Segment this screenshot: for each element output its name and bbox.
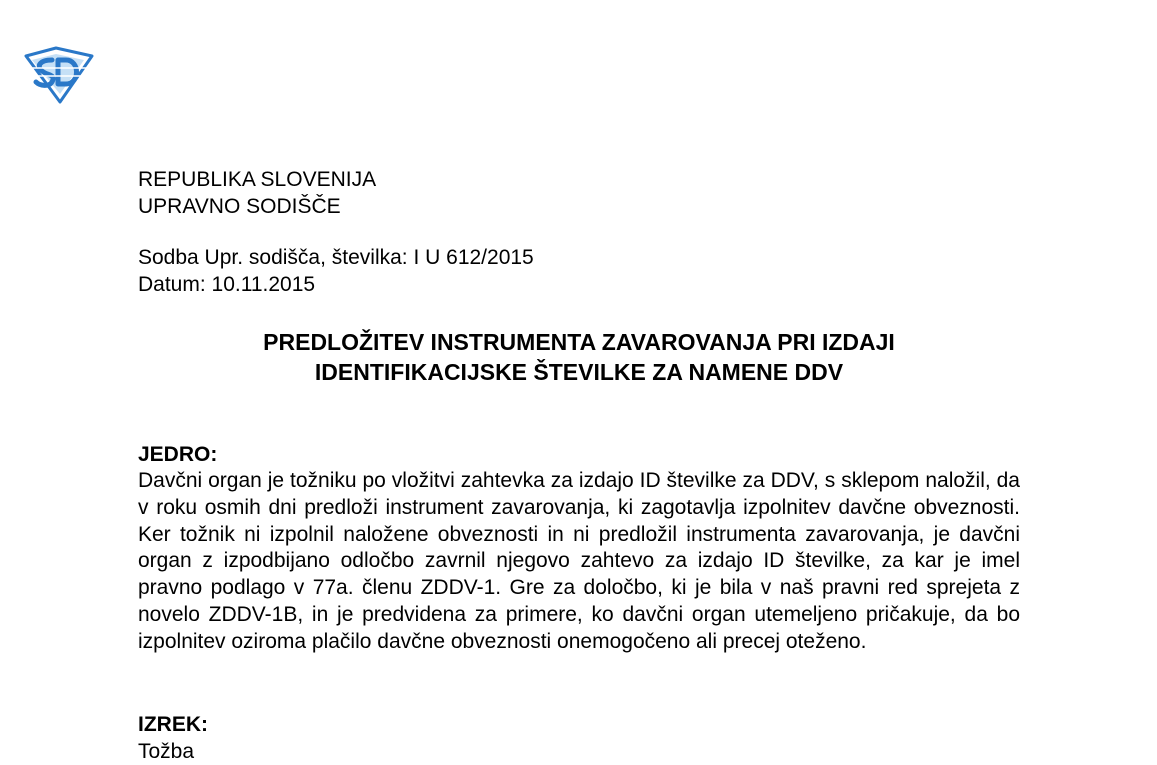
case-date: Datum: 10.11.2015 <box>138 273 316 296</box>
document-title <box>138 327 1020 387</box>
jedro-text: Davčni organ je tožniku po vložitvi zahtevka za izdajo ID številke za DDV, s sklepom naložil, da v roku osmih dni predloži instrument zavarovanja, ki zagotavlja izpolnitev davčne obveznosti. Ker tožnik ni izpolnil naložene obveznosti in ni predložil instrumenta zavarovanja, je davčni organ z izpodbijano odločbo zavrnil njegovo zahtevo za izdajo ID številke, za kar je imel pravno podlago v 77a. členu ZDDV-1. Gre za določbo, ki je bila v naš pravni red sprejeta z novelo ZDDV-1B, in je predvidena za primere, ko davčni organ utemeljeno pričakuje, da bo izpolnitev oziroma plačilo davčne obveznosti onemogočeno ali precej oteženo. <box>138 469 1020 653</box>
case-number: Sodba Upr. sodišča, številka: I U 612/2015 <box>138 246 534 269</box>
jedro-heading: JEDRO: <box>138 443 218 466</box>
country-name: REPUBLIKA SLOVENIJA <box>138 168 377 191</box>
court-shield-logo-icon <box>22 46 96 104</box>
title-line-2: IDENTIFIKACIJSKE ŠTEVILKE ZA NAMENE DDV <box>314 359 844 385</box>
title-line-1: PREDLOŽITEV INSTRUMENTA ZAVAROVANJA PRI IZDAJI <box>263 329 895 355</box>
case-meta <box>138 244 534 298</box>
izrek-text: Tožba <box>138 740 195 763</box>
izrek-heading: IZREK: <box>138 713 208 736</box>
court-name: UPRAVNO SODIŠČE <box>138 195 341 218</box>
court-header <box>138 166 376 220</box>
